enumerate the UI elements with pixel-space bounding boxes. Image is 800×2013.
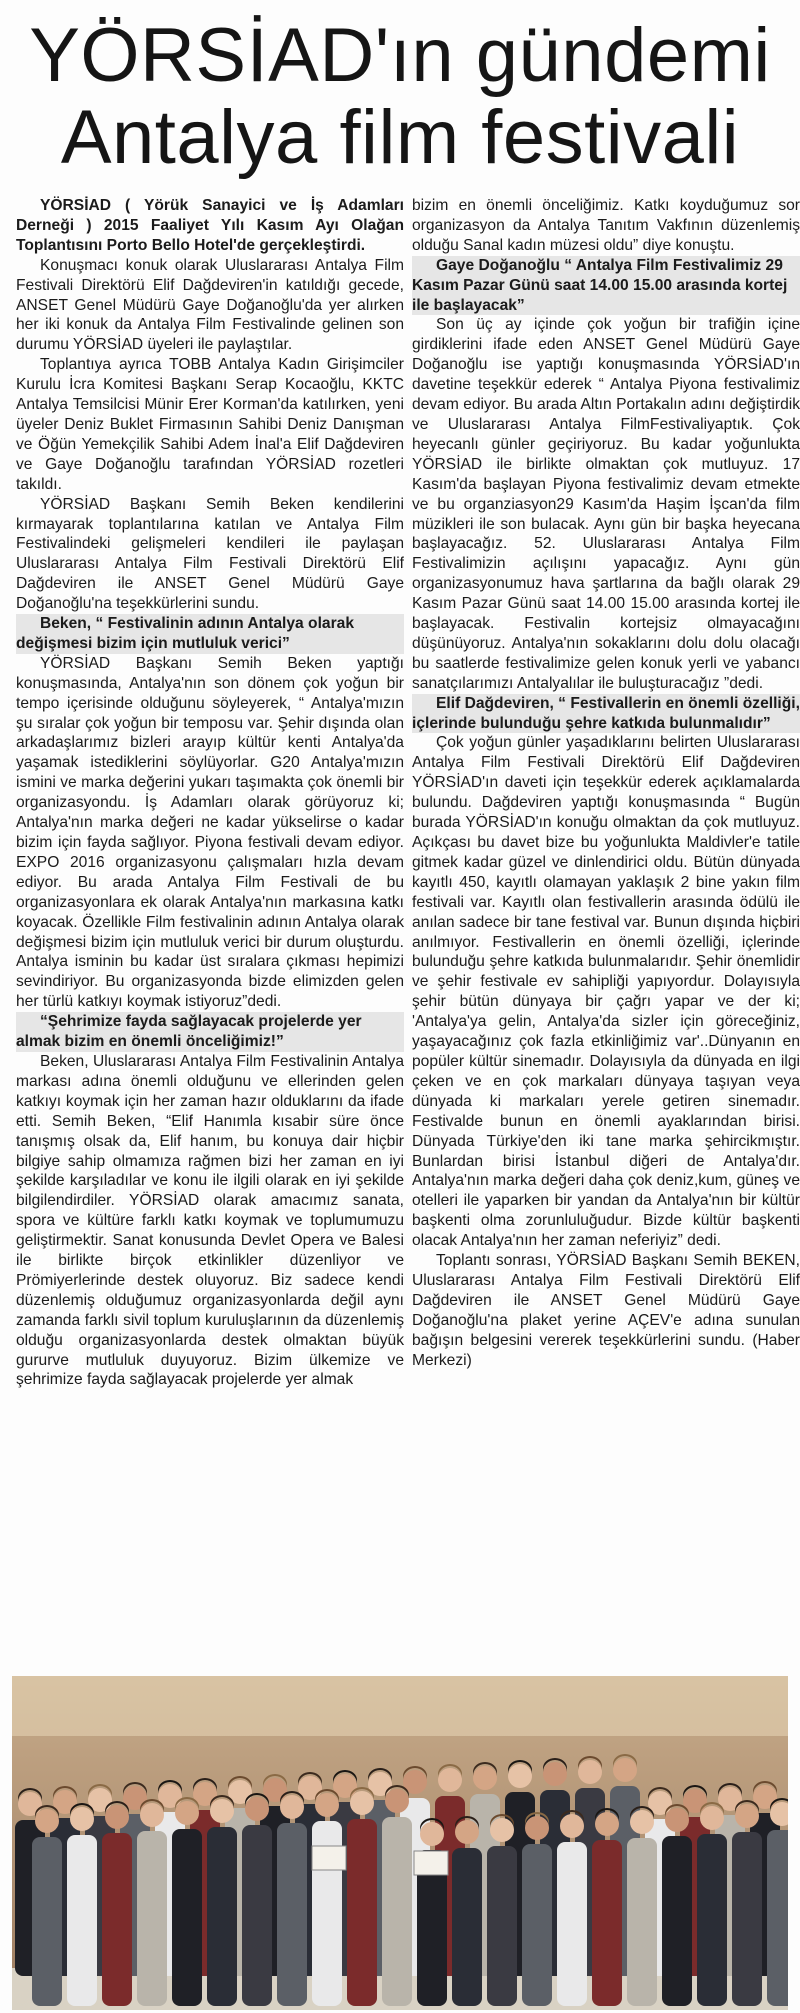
person-body (662, 1836, 692, 2006)
person-body (557, 1842, 587, 2006)
person-head (175, 1801, 199, 1825)
person-body (697, 1834, 727, 2006)
group-photo (12, 1676, 788, 2010)
person-head (315, 1793, 339, 1817)
person-head (420, 1822, 444, 1846)
person-body (592, 1840, 622, 2006)
article-paragraph: bizim en önemli önceliğimiz. Katkı koyduğumuz sor organizasyon da Antalya Tanıtım Vakfının düzenlemiş olduğu Sanal kadın müzesi oldu” diye konuştu. (412, 197, 800, 254)
person-head (665, 1808, 689, 1832)
person-head (490, 1818, 514, 1842)
article-subheading: Gaye Doğanoğlu “ Antalya Film Festivalimiz 29 Kasım Pazar Günü saat 14.00 15.00 arasında kortej ile başlayacak” (412, 256, 800, 316)
person-body (102, 1833, 132, 2006)
group-photo-illustration (12, 1676, 788, 2010)
article-paragraph: Son üç ay içinde çok yoğun bir trafiğin içine girdiklerini ifade eden ANSET Genel Müdürü Gaye Doğanoğlu ise yaptığı konuşmasında YÖRSİAD'ın davetine teşekkür ederek “ Antalya Piyona festivalimiz devam ediyor. Bu arada Altın Portakalın adını değiştirdik ve Uluslararası Antalya FilmFestivaliyaptık. Çok heyecanlı günler geçiriyoruz. Bu kadar yoğunlukta YÖRSİAD ile birlikte olmaktan çok mutluyuz. 17 Kasım'da başlayan Piyona festivalimiz devam etmekte ve bu organziasyon29 Kasım'da Haşim İşcan'da film müzikleri ile son bulacak. Aynı gün bir başka heyecana başlayacağız. 52. Uluslararası Antalya Film Festivalimizin açılışını yapacağız. Aynı gün organizasyonumuz hava şartlarına da bağlı olarak 29 Kasım Pazar Günü saat 14.00 15.00 arasında kortej ile başlayacak. Festivalin kortejsiz olmayacağını düşünüyoruz. Antalya'nın sokaklarını dolu dolu olacağı bu saatlerde festivalimize gelen konuk yerli ve yabancı sanatçılarımızı Antalyalılar ile buluşturacağız ”dedi. (412, 316, 800, 692)
article-paragraph: Çok yoğun günler yaşadıklarını belirten Uluslararası Antalya Film Festivali Direktörü Elif Dağdeviren YÖRSİAD'ın daveti için teşekkür ederek açıklamalarda bulundu. Dağdeviren yaptığı konuşmasında “ Bugün burada YÖRSİAD'ın konuğu olmaktan da çok mutluyuz. Açıkçası bu davet bize bu yoğunlukta Maldivler'e tatile gitmek kadar güzel ve dinlendirici oldu. Bütün dünyada kayıtlı 450, kayıtlı olamayan yaklaşık 2 bine yakın film festivali var. Kayıtlı olan festivallerin arasında ödülü ile anılan sadece bir tane festival var. Bunun dışında hiçbiri anılmıyor. Festivallerin en önemli özelliği, içlerinde bulunduğu şehre katkıda bulunmalarıdır. Şehir önemlidir ve şehir festivale ev sahipliği yapıyordur. Dolayısıyla şehir bütün dünyaya bir çağrı yapar ve der ki; 'Antalya'ya gelin, Antalya'da sizler için göreceğiniz, yaşayacağınız çok fazla etkinliğimiz var'..Dünyanın en popüler kültür sinemadır. Dolayısıyla da dünyada en ilgi çeken ve en çok markaları dünyaya taşıyan veya dünyada ki markaları yerele getiren sinemadır. Festivalde bunun en önemli ayaklarından birisi. Dünyada Türkiye'den iki tane marka şehircikmıştır. Bunlardan birisi İstanbul diğeri de Antalya'dır. Antalya'nın marka değeri daha çok deniz,kum, güneş ve otelleri ile yaparken bir yandan da Antalya'nın bir kültür başkenti olma zorunluluğudur. Bizde kültür başkenti olacak Antalya'nın her zaman neferiyiz” dedi. (412, 734, 800, 1250)
person-head (560, 1814, 584, 1838)
person-head (613, 1758, 637, 1782)
person-head (210, 1799, 234, 1823)
article-column-left (16, 196, 404, 1390)
person-body (67, 1835, 97, 2006)
headline-line-2: Antalya film festivali (60, 95, 740, 180)
article-paragraph: Konuşmacı konuk olarak Uluslararası Antalya Film Festivali Direktörü Elif Dağdeviren'in katıldığı gecede, ANSET Genel Müdürü Gaye Doğanoğlu'da yer alırken her iki konuk da Antalya Film Festivalinde gelinen son durumu YÖRSİAD üyeleri ile paylaştılar. (16, 256, 404, 354)
person-body (242, 1825, 272, 2006)
article-subheading: Beken, “ Festivalinin adının Antalya olarak değişmesi bizim için mutluluk verici” (16, 614, 404, 654)
article-paragraph: Toplantı sonrası, YÖRSİAD Başkanı Semih BEKEN, Uluslararası Antalya Film Festivali Direktörü Elif Dağdeviren ile ANSET Genel Müdürü Gaye Doğanoğlu'na plaket yerine AÇEV'e adına sunulan bağışın belgesini vererek teşekkürlerini sundu. (Haber Merkezi) (412, 1252, 800, 1369)
headline-line-1: YÖRSİAD'ın gündemi (29, 13, 771, 98)
person-head (35, 1809, 59, 1833)
person-head (280, 1795, 304, 1819)
person-head (700, 1806, 724, 1830)
certificate-plaque (312, 1846, 346, 1870)
article-lead-paragraph: YÖRSİAD ( Yörük Sanayici ve İş Adamları Derneği ) 2015 Faaliyet Yılı Kasım Ayı Olağan Toplantısını Porto Bello Hotel'de gerçekleştirdi. (16, 197, 404, 254)
person-body (137, 1831, 167, 2006)
article-paragraph: YÖRSİAD Başkanı Semih Beken yaptığı konuşmasında, Antalya'nın son dönem çok yoğun bir tempo içerisinde olduğunu söyleyerek, “ Antalya'mızın şu sıralar çok yoğun bir temposu var. Şehir dışında olan arkadaşlarımız bizleri arayıp kültür kenti Antalya'da yaşamak istediklerini söylüyorlar. G20 Antalya'mızın ismini ve marka değerini yukarı taşımakta çok önemli bir organizasyondu. İş Adamları olarak görüyoruz ki; Antalya'nın marka değeri ne kadar yükselirse o kadar bizim için fayda sağlıyor. Piyona festivali devam ediyor. EXPO 2016 organizasyonu çalışmaları hızla devam ediyor. Bu arada Antalya Film Festivali de bu organizasyonlara ek olarak Antalya'nın markasına katkı koyacak. Özellikle Film festivalinin adının Antalya olarak değişmesi bizim için mutluluk verici bir durum oluşturdu. Antalya isminin bu kadar üst sıralara çıkması hepimizi sevindiriyor. Bu organizasyonda bizde elimizden gelen her türlü katkıyı koymak istiyoruz”dedi. (16, 654, 404, 1011)
article-paragraph: YÖRSİAD Başkanı Semih Beken kendilerini kırmayarak toplantılarına katılan ve Antalya Film Festivalindeki gelişmeleri kendileri ile paylaşan Uluslararası Antalya Film Festivali Direktörü Elif Dağdeviren ile ANSET Genel Müdürü Gaye Doğanoğlu'na teşekkürlerini sundu. (16, 495, 404, 613)
person-head (630, 1810, 654, 1834)
person-head (543, 1762, 567, 1786)
person-body (487, 1846, 517, 2006)
person-head (508, 1764, 532, 1788)
person-head (18, 1792, 42, 1816)
article-subheading: “Şehrimize fayda sağlayacak projelerde yer almak bizim en önemli önceliğimiz!” (16, 1012, 404, 1052)
person-body (732, 1832, 762, 2006)
person-body (767, 1830, 788, 2006)
article-paragraph: Toplantıya ayrıca TOBB Antalya Kadın Girişimciler Kurulu İcra Komitesi Başkanı Serap Kocaoğlu, KKTC Antalya Temsilcisi Münir Erer Korman'da katılırken, yeni üyeler Deniz Buklet Firmasının Sahibi Deniz Danışman ve Öğün Yemekçilik Sahibi Adem İnal'a Elif Dağdeviren ve Gaye Doğanoğlu tarafından YÖRSİAD rozetleri takıldı. (16, 356, 404, 493)
person-body (277, 1823, 307, 2006)
person-head (385, 1789, 409, 1813)
certificate-plaque (414, 1851, 448, 1875)
article-column-right (412, 196, 800, 1370)
person-head (245, 1797, 269, 1821)
person-body (382, 1817, 412, 2006)
person-head (105, 1805, 129, 1829)
person-body (172, 1829, 202, 2006)
person-body (207, 1827, 237, 2006)
article-paragraph: Beken, Uluslararası Antalya Film Festivalinin Antalya markası adına önemli olduğunu ve ellerinden gelen katkıyı koymak için her zaman hazır olduklarını da ifade etti. Semih Beken, “Elif Hanımla kısabir süre önce tanışmış olsak da, Elif hanım, bu konuya dair hiçbir bilgiye sahip olmamıza rağmen bizi her zaman en iyi şekilde karşıladılar ve konu ile ilgili olarak en iyi şekilde bilgilendirdiler. YÖRSİAD olarak amacımız sanata, spora ve kültüre farklı katkı koymak ve toplumumuzu geliştirmektir. Sanat konusunda Devlet Opera ve Balesi ile birlikte birçok etkinlikler düzenliyor ve Prömiyerlerinde destek oluyoruz. Biz sadece kendi düzenlemiş olduğumuz organizasyonlarda değil aynı zamanda farklı sivil toplum kuruluşlarının da düzenlemiş olduğu organizasyonlarda destek olmaktan büyük gururve mutluluk duyuyoruz. Bizim ülkemize ve şehrimize fayda sağlayacak projelerde yer almak (16, 1052, 404, 1389)
person-head (578, 1760, 602, 1784)
person-head (595, 1812, 619, 1836)
person-body (32, 1837, 62, 2006)
person-head (735, 1804, 759, 1828)
person-head (350, 1791, 374, 1815)
person-head (525, 1816, 549, 1840)
person-head (438, 1768, 462, 1792)
person-head (70, 1807, 94, 1831)
person-body (347, 1819, 377, 2006)
person-head (140, 1803, 164, 1827)
person-body (522, 1844, 552, 2006)
person-head (455, 1820, 479, 1844)
person-head (473, 1766, 497, 1790)
person-body (627, 1838, 657, 2006)
person-body (452, 1848, 482, 2006)
article-subheading: Elif Dağdeviren, “ Festivallerin en önemli özelliği, içlerinde bulunduğu şehre katkıda bulunmalıdır” (412, 694, 800, 732)
photo-ceiling-lights (12, 1676, 788, 1736)
